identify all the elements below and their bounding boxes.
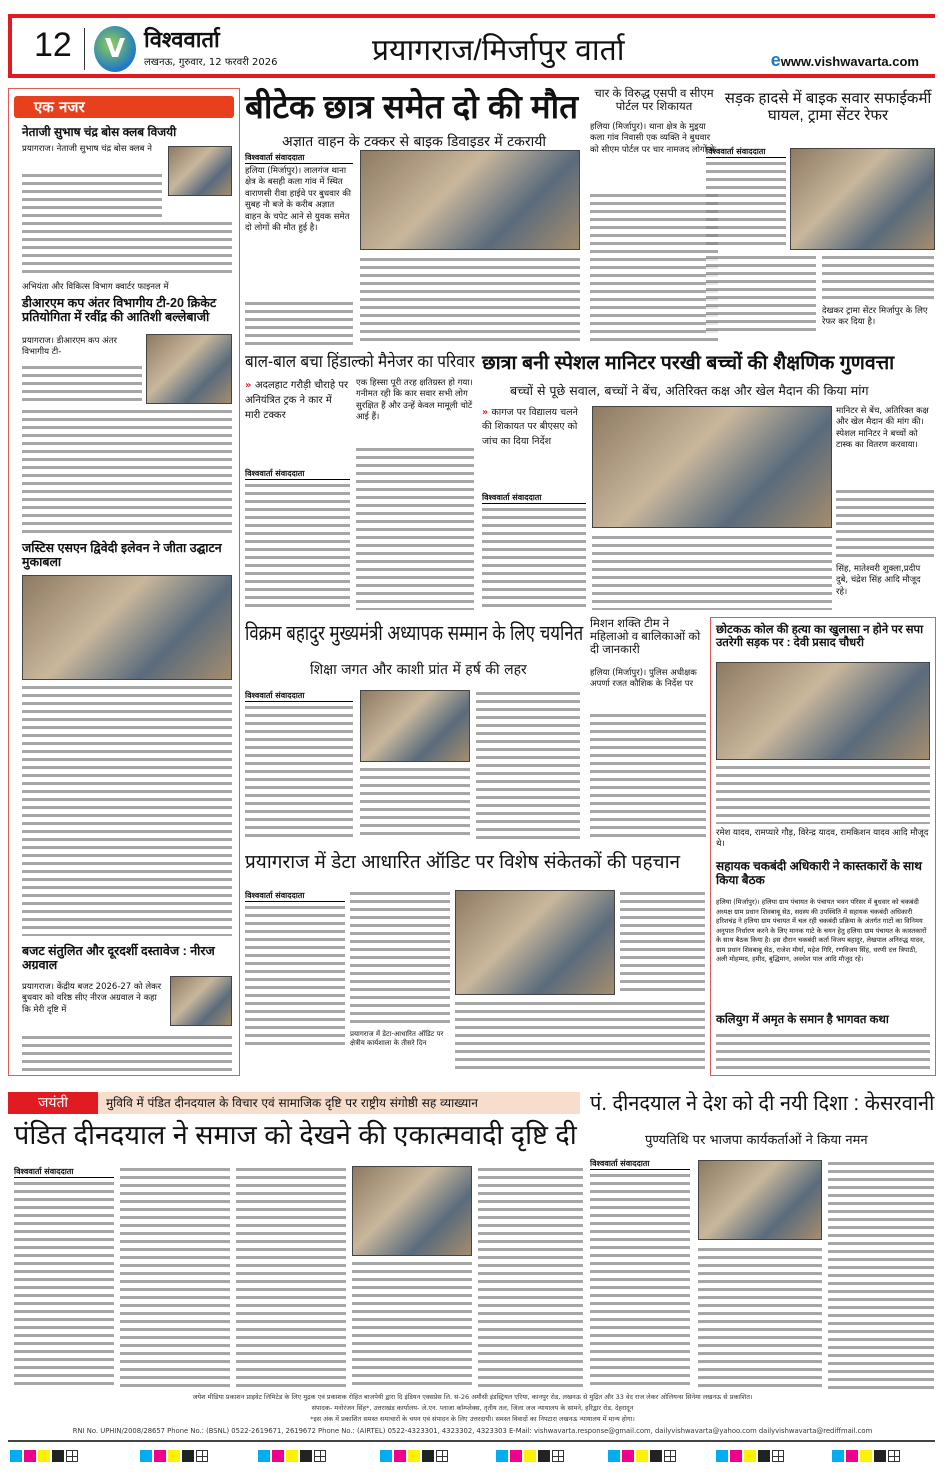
headline: डीआरएम कप अंतर विभागीय टी-20 क्रिकेट प्रतियोगिता में रवींद्र की आतिशी बल्लेबाजी <box>22 296 217 325</box>
protest-photo <box>716 662 930 760</box>
article-body <box>590 192 718 345</box>
color-registration-bar <box>10 1450 78 1462</box>
workshop-photo <box>455 890 615 995</box>
article-body <box>476 690 580 840</box>
headline: कलियुग में अमृत के समान है भागवत कथा <box>716 1014 889 1026</box>
color-registration-bar <box>716 1450 784 1462</box>
headline: बजट संतुलित और दूरदर्शी दस्तावेज : नीरज अग्रवाल <box>22 944 215 973</box>
pull-quote <box>482 406 586 449</box>
article-tail: सिंह, मातेश्वरी शुक्ला,प्रदीप दुबे, चंद्रेश सिंह आदि मौजूद रहे। <box>836 564 921 597</box>
color-registration-bar <box>608 1450 676 1462</box>
article-body: हलिया (मिर्जापुर)। हलिया ग्राम पंचायत के पंचायत भवन परिसर में बुधवार को चकबंदी अध्यक्ष ग्राम प्रधान शिवबाबू सेठ, सदस्य की उपस्थिति में सहायक चकबंदी अधिकारी हरिशचंद्र ने हलिया ग्राम पंचायत में चल रही चकबंदी प्रक्रिया के अंतर्गत गाटों का विनिमय अनुपात निर्धारण करने के लिए मानक गाटे के चयन हेतु हलिया ग्राम पंचायत के कास्तकारों के साथ बैठक किया है। इस दौरान चकबंदी कर्ता विजय बहादुर, लेखपाल अनिरुद्ध यादव, ग्राम प्रधान शिवबाबू सेठ, राजेश मौर्या, महेश गिरि, रणविजय सिंह, धरणी दत्त त्रिपाठी, अली मोहम्मद, हमीद, बुद्धिमान, अवधेश पाल आदि मौजूद रहे। <box>716 898 927 964</box>
article-body <box>22 408 232 536</box>
article-body <box>236 1166 346 1390</box>
divider <box>84 28 85 70</box>
article-tail: देखकर ट्रामा सेंटर मिर्जापुर के लिए रेफर कर दिया है। <box>822 306 928 328</box>
byline: विश्ववार्ता संवाददाता <box>14 1166 114 1178</box>
headline: छात्रा बनी स्पेशल मानिटर परखी बच्चों की शैक्षणिक गुणवत्ता <box>482 352 895 374</box>
article-lead: एक हिस्सा पूरी तरह क्षतिग्रस्त हो गया। गनीमत रही कि कार सवार सभी लोग सुरक्षित हैं और उन्हें केवल मामूली चोटें आई हैं। <box>356 378 473 423</box>
headline: बाल-बाल बचा हिंडाल्को मैनेजर का परिवार <box>245 352 475 371</box>
accident-site-photo <box>360 150 580 250</box>
logo-icon: V <box>94 26 136 72</box>
article-body <box>350 890 450 1026</box>
byline: विश्ववार्ता संवाददाता <box>245 690 353 702</box>
classroom-photo <box>592 406 832 528</box>
main-subheadline: अज्ञात वाहन के टक्कर से बाइक डिवाइडर में टकरायी <box>282 134 547 150</box>
color-registration-bar <box>258 1450 326 1462</box>
article-lead: प्रयागराज। नेताजी सुभाष चंद्र बोस क्लब ने <box>22 144 152 154</box>
kicker-strip: मुविवि में पंडित दीनदयाल के विचार एवं सामाजिक दृष्टि पर राष्ट्रीय संगोष्ठी सह व्याख्यान <box>106 1096 478 1110</box>
article-body <box>22 220 232 278</box>
ek-nazar-label: एक नजर <box>14 96 234 118</box>
byline: विश्ववार्ता संवाददाता <box>482 492 586 504</box>
article-body <box>620 890 705 996</box>
article-body <box>22 172 162 218</box>
article-body <box>22 1034 232 1072</box>
article-body <box>478 1166 583 1390</box>
article-lead: प्रयागराज। केंद्रीय बजट 2026-27 को लेकर बुधवार को वरिष्ठ सीए नीरज अग्रवाल ने कहा कि मेरी दृष्टि में <box>22 982 162 1015</box>
article-body <box>706 254 816 334</box>
article-body <box>22 364 142 406</box>
article-body <box>716 764 930 824</box>
article-body <box>698 1246 822 1390</box>
color-registration-bar <box>496 1450 564 1462</box>
rni-contact-line: RNI No. UPHIN/2008/28657 Phone No.: (BSNL) 0522-2619671, 2619672 Phone No.: (AIRTEL) 0522-4323301, 4323302, 4323303 E-Mail: vishwavarta.response@gmail.com, dailyvishwavarta@yahoo.com dailyvishwavarta@rediffmail.com <box>72 1427 873 1435</box>
byline: विश्ववार्ता संवाददाता <box>245 890 345 902</box>
website-url: www.vishwavarta.com <box>780 54 919 69</box>
article-side: मानिटर से बेंच, अतिरिक्त कक्ष और खेल मैदान की मांग की। स्पेशल मानिटर ने बच्चों को टास्क का वितरण करवाया। <box>836 406 929 451</box>
subheadline: शिक्षा जगत और काशी प्रांत में हर्ष की लहर <box>310 662 527 678</box>
headline: मिशन शक्ति टीम ने महिलाओ व बालिकाओं को दी जानकारी <box>590 618 701 657</box>
article-body <box>14 1180 114 1390</box>
headline: विक्रम बहादुर मुख्यमंत्री अध्यापक सम्मान के लिए चयनित <box>245 622 584 645</box>
imprint-line: जयेश मीडिया प्रकाशन प्राइवेट लिमिटेड के लिए मुद्रक एवं प्रकाशक रोहित बाजपेयी द्वारा दि इंडियन एक्सप्रेस लि. सं-26 अमौसी इंडस्ट्रियल एरिया, कानपुर रोड, लखनऊ से मुद्रित और 33 वेद राज लेकर ओलियन्स सिनेमा लखनऊ से प्रकाशित। <box>192 1393 753 1401</box>
masthead <box>8 14 935 78</box>
article-lead: प्रयागराज। डीआरएम कप अंतर विभागीय टी- <box>22 336 117 358</box>
article-photo <box>22 575 232 680</box>
imprint-line: *इस अंक में प्रकाशित समस्त समाचारों के चयन एवं संपादन के लिए उत्तरदायी। समस्त विवादों का निपटारा लखनऊ न्यायालय में मान्य होगा। <box>310 1415 635 1423</box>
color-registration-bar <box>832 1450 900 1462</box>
article-body <box>590 1172 690 1390</box>
tribute-photo <box>698 1160 822 1240</box>
headline: पं. दीनदयाल ने देश को दी नयी दिशा : केसरवानी <box>590 1092 935 1115</box>
section-title: प्रयागराज/मिर्जापुर वार्ता <box>372 34 625 67</box>
jayanti-tag: जयंती <box>8 1092 98 1114</box>
headline: सहायक चकबंदी अधिकारी ने कास्तकारों के साथ किया बैठक <box>716 859 922 887</box>
injured-photo <box>790 148 935 250</box>
article-lead: हलिया (मिर्जापुर)। लालगंज थाना क्षेत्र के बसही कला गांव में स्थित वाराणसी रीवा हाईवे पर बुधवार की सुबह नौ बजे के करीब अज्ञात वाहन के चपेट आने से युवक समेत दो लोगों की मौत हुई है। <box>245 166 351 234</box>
website-link[interactable] <box>771 50 919 71</box>
article-body <box>120 1166 230 1390</box>
article-body <box>482 506 586 610</box>
browser-icon: e <box>770 50 781 70</box>
article-lead: हलिया (मिर्जापुर)। थाना क्षेत्र के मुड़्या कला गांव निवासी एक व्यक्ति ने बुधवार को सीएम पोर्टल पर चार नामजद लोगों के <box>590 122 717 155</box>
article-tail: प्रयागराज में डेटा-आधारित ऑडिट पर क्षेत्रीय कार्यशाला के तीसरे दिन <box>350 1030 444 1048</box>
quote-marker-icon: » <box>245 380 255 391</box>
teacher-photo <box>360 690 470 762</box>
kicker: अभियंता और विकित्स विभाग क्वार्टर फाइनल में <box>22 282 169 292</box>
brand-name: विश्ववार्ता <box>144 27 220 52</box>
article-body <box>245 904 345 1050</box>
article-body <box>455 1000 705 1072</box>
pull-quote <box>245 378 350 423</box>
pull-quote-text: अदलहाट गरौड़ी चौराहे पर अनियंत्रित ट्रक ने कार में मारी टक्कर <box>245 380 349 421</box>
article-body <box>22 684 232 936</box>
pull-quote-text: कागज पर विद्यालय चलने की शिकायत पर बीएसए को जांच का दिया निर्देश <box>482 407 578 447</box>
article-body <box>592 534 832 610</box>
article-photo <box>146 334 232 404</box>
article-body <box>590 712 706 840</box>
article-body <box>822 254 934 304</box>
color-registration-bar <box>380 1450 448 1462</box>
byline: विश्ववार्ता संवाददाता <box>245 468 350 480</box>
article-body <box>360 256 580 345</box>
headline: प्रयागराज में डेटा आधारित ऑडिट पर विशेष संकेतकों की पहचान <box>245 852 681 873</box>
article-body <box>352 1260 472 1390</box>
dateline: लखनऊ, गुरुवार, 12 फरवरी 2026 <box>144 57 278 68</box>
headline: पंडित दीनदयाल ने समाज को देखने की एकात्मवादी दृष्टि दी <box>14 1120 577 1150</box>
article-body <box>828 1160 934 1390</box>
byline: विश्ववार्ता संवाददाता <box>706 146 786 158</box>
color-registration-bar <box>140 1450 208 1462</box>
article-body <box>836 488 934 560</box>
article-body <box>356 446 474 610</box>
author-photo <box>170 976 232 1026</box>
article-body <box>245 482 350 610</box>
headline: सड़क हादसे में बाइक सवार सफाईकर्मी घायल, ट्रामा सेंटर रेफर <box>724 90 932 125</box>
article-body <box>716 1032 930 1072</box>
article-body <box>360 766 470 840</box>
article-lead: हलिया (मिर्जापुर)। पुलिस अधीक्षक अपर्णा रजत कौशिक के निर्देश पर <box>590 668 697 690</box>
headline: छोटकऊ कोल की हत्या का खुलासा न होने पर सपा उतरेगी सड़क पर : देवी प्रसाद चौधरी <box>716 624 924 650</box>
subheadline: पुण्यतिथि पर भाजपा कार्यकर्ताओं ने किया नमन <box>645 1133 868 1148</box>
subheadline: बच्चों से पूछे सवाल, बच्चों ने बेंच, अतिरिक्त कक्ष और खेल मैदान की किया मांग <box>510 383 869 398</box>
article-photo <box>168 146 232 196</box>
quote-marker-icon: » <box>482 407 492 418</box>
article-body <box>245 300 353 345</box>
article-body <box>245 704 353 840</box>
headline: चार के विरुद्ध एसपी व सीएम पोर्टल पर शिकायत <box>594 88 714 114</box>
seminar-photo <box>352 1166 472 1256</box>
headline: नेताजी सुभाष चंद्र बोस क्लब विजयी <box>22 125 177 139</box>
article-body <box>706 160 786 250</box>
article-tail: रमेश यादव, रामप्यारे गौड़, विरेन्द्र यादव, रामकिशन यादव आदि मौजूद थे। <box>716 828 929 850</box>
byline: विश्ववार्ता संवाददाता <box>590 1158 690 1170</box>
main-headline: बीटेक छात्र समेत दो की मौत <box>245 88 579 125</box>
page-number: 12 <box>34 26 72 64</box>
imprint-line: संपादक- मनोरंजन सिंह*, उत्तराखंड कार्यालय- जे.एन. प्लाजा कॉम्प्लेक्स, तृतीय तल, जिला जज न्यायालय के सामने, हरिद्वार रोड, देहरादून <box>311 1404 634 1412</box>
divider <box>8 1440 935 1442</box>
byline: विश्ववार्ता संवाददाता <box>245 152 353 164</box>
headline: जस्टिस एसएन द्विवेदी इलेवन ने जीता उद्घाटन मुकाबला <box>22 541 222 570</box>
